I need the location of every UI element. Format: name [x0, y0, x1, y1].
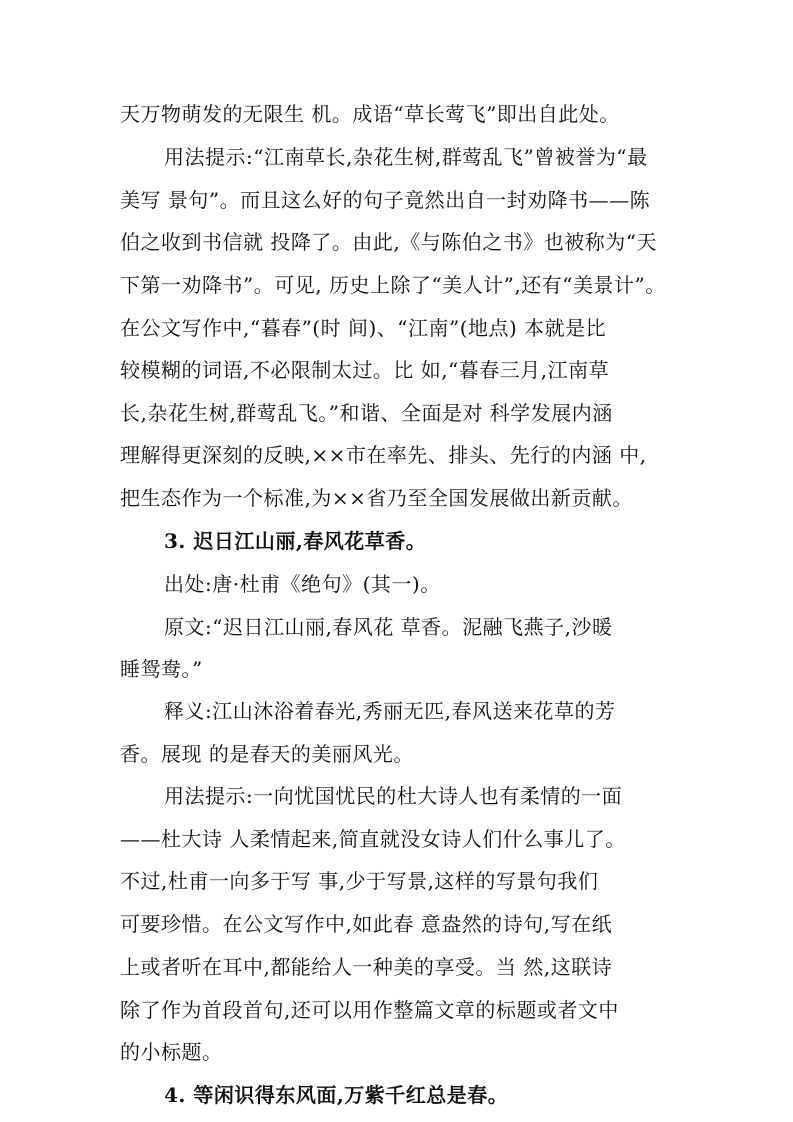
text-line-15: 释义:江山沐浴着春光,秀丽无匹,春风送来花草的芳: [164, 699, 616, 723]
text-line-18: ——杜大诗 人柔情起来,简直就没女诗人们什么事儿了。: [120, 827, 626, 851]
section-heading-3: 3. 迟日江山丽,春风花草香。: [164, 529, 427, 553]
text-line-8: 长,杂花生树,群莺乱飞。”和谐、全面是对 科学发展内涵: [120, 401, 613, 425]
text-line-5: 下第一劝降书”。可见, 历史上除了“美人计”,还有“美景计”。: [120, 273, 666, 297]
text-line-6: 在公文写作中,“暮春”(时 间)、“江南”(地点) 本就是比: [120, 316, 607, 340]
text-line-23: 的小标题。: [120, 1040, 223, 1064]
text-line-13: 原文:“迟日江山丽,春风花 草香。泥融飞燕子,沙暖: [164, 615, 613, 639]
text-line-19: 不过,杜甫一向多于写 事,少于写景,这样的写景句我们: [120, 869, 599, 893]
text-line-3: 美写 景句”。而且这么好的句子竟然出自一封劝降书——陈: [120, 188, 651, 212]
text-line-16: 香。展现 的是春天的美丽风光。: [120, 742, 414, 766]
text-line-22: 除了作为首段首句,还可以用作整篇文章的标题或者文中: [120, 998, 619, 1022]
text-line-2: 用法提示:“江南草长,杂花生树,群莺乱飞”曾被誉为“最: [164, 145, 648, 169]
text-line-14: 睡鸳鸯。”: [120, 657, 203, 681]
text-line-21: 上或者听在耳中,都能给人一种美的享受。当 然,这联诗: [120, 955, 613, 979]
text-line-1: 天万物萌发的无限生 机。成语“草长莺飞”即出自此处。: [120, 102, 620, 126]
text-line-12: 出处:唐·杜甫《绝句》(其一)。: [164, 572, 441, 596]
text-line-17: 用法提示:一向忧国忧民的杜大诗人也有柔情的一面: [164, 784, 623, 808]
text-line-7: 较模糊的词语,不必限制太过。比 如,“暮春三月,江南草: [120, 358, 610, 382]
text-line-10: 把生态作为一个标准,为××省乃至全国发展做出新贡献。: [120, 486, 633, 510]
text-line-20: 可要珍惜。在公文写作中,如此春 意盎然的诗句,写在纸: [120, 912, 613, 936]
text-line-9: 理解得更深刻的反映,××市在率先、排头、先行的内涵 中,: [120, 443, 647, 467]
section-heading-4: 4. 等闲识得东风面,万紫千红总是春。: [164, 1083, 509, 1107]
text-line-4: 伯之收到书信就 投降了。由此,《与陈伯之书》也被称为“天: [120, 230, 657, 254]
